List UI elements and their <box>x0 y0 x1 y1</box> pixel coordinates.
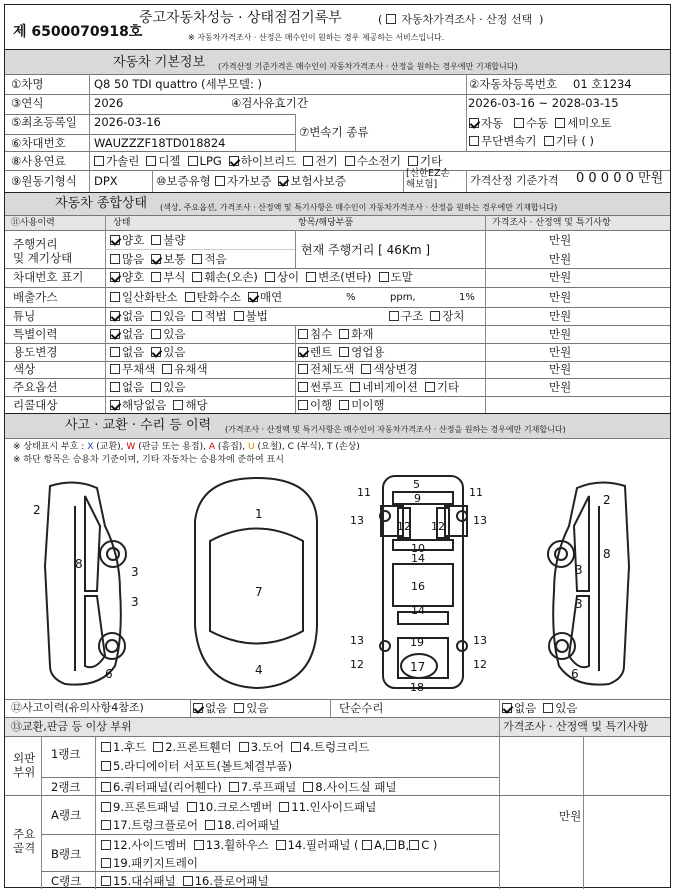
option-sunroof-checkbox[interactable] <box>298 382 308 392</box>
rank2-label: 2랭크 <box>51 780 81 794</box>
overall-status-title: 자동차 종합상태 <box>55 196 148 211</box>
rank1-options-2: 5.라디에이터 서포트(볼트체결부품) <box>101 759 299 773</box>
svg-text:2: 2 <box>603 493 611 507</box>
fuel-hybrid-checkbox[interactable] <box>229 156 239 166</box>
main-option-price: 만원 <box>549 380 572 394</box>
trans-manual-checkbox[interactable] <box>514 118 524 128</box>
transmission-options-2: 무단변속기 기타 ( ) <box>469 134 601 148</box>
part-side-sill-checkbox[interactable] <box>303 782 313 792</box>
mileage-label: 주행거리 및 계기상태 <box>13 237 73 265</box>
right-side-view <box>548 482 629 684</box>
price-survey-checkbox[interactable] <box>386 14 396 24</box>
rankB-options: 12.사이드멤버 13.휠하우스 14.필러패널 ( A, B, C ) <box>101 838 437 852</box>
reg-number-value: 01 호1234 <box>573 77 632 91</box>
use-business-checkbox[interactable] <box>339 347 349 357</box>
part-door-checkbox[interactable] <box>239 742 249 752</box>
transmission-label: ⑦변속기 종류 <box>299 125 369 139</box>
transmission-options: 자동 수동 세미오토 <box>469 116 619 130</box>
part-rear-panel-checkbox[interactable] <box>205 820 215 830</box>
recall-notdone-checkbox[interactable] <box>339 400 349 410</box>
emission-unit-smoke: 1% <box>459 292 475 303</box>
fuel-diesel-checkbox[interactable] <box>146 156 156 166</box>
main-option-options: 없음 있음 <box>110 380 192 394</box>
svg-text:8: 8 <box>603 547 611 561</box>
title-option: ( 자동차가격조사 · 산정 선택 ) <box>378 13 544 26</box>
svg-text:13: 13 <box>350 514 364 527</box>
svg-text:4: 4 <box>255 663 263 677</box>
mileage-price-1: 만원 <box>549 233 572 247</box>
first-reg-value: 2026-03-16 <box>94 115 161 129</box>
color-options: 무채색 유채색 <box>110 362 215 376</box>
warranty-self-checkbox[interactable] <box>215 176 225 186</box>
use-change-options: 없음 있음 <box>110 345 192 359</box>
emission-co-checkbox[interactable] <box>110 292 120 302</box>
vin-mark-options: 양호 부식 훼손(오손) 상이 변조(변타) 도말 <box>110 270 420 284</box>
part-package-tray-checkbox[interactable] <box>101 858 111 868</box>
trans-auto-checkbox[interactable] <box>469 118 479 128</box>
tuning-legal-checkbox[interactable] <box>192 311 202 321</box>
option-other-checkbox[interactable] <box>425 382 435 392</box>
svg-text:6: 6 <box>105 667 113 681</box>
part-front-fender-checkbox[interactable] <box>153 742 163 752</box>
special-yes-checkbox[interactable] <box>151 329 161 339</box>
svg-text:3: 3 <box>575 597 583 611</box>
special-price: 만원 <box>549 327 572 341</box>
trans-cvt-checkbox[interactable] <box>469 136 479 146</box>
car-name-label: ①차명 <box>11 77 44 91</box>
recall-options-2: 이행 미이행 <box>298 398 392 412</box>
color-options-2: 전체도색 색상변경 <box>298 362 425 376</box>
price-basis-label: 가격산정 기준가격 <box>470 174 559 187</box>
color-label: 색상 <box>13 362 36 376</box>
tuning-none-checkbox[interactable] <box>110 311 120 321</box>
color-chromatic-checkbox[interactable] <box>162 364 172 374</box>
exchange-price-header: 가격조사 · 산정액 및 특기사항 <box>503 720 648 733</box>
svg-text:14: 14 <box>411 552 425 565</box>
recall-none-checkbox[interactable] <box>110 400 120 410</box>
special-options-2: 침수 화재 <box>298 327 380 341</box>
rankA-options-2: 17.트렁크플로어 18.리어패널 <box>101 818 287 832</box>
history-yes-checkbox[interactable] <box>234 703 244 713</box>
simple-repair-label: 단순수리 <box>339 701 384 715</box>
frame-label: 주요 골격 <box>13 827 36 855</box>
form-subtitle: ※ 자동차가격조사 · 산정은 매수인이 원하는 경우 제공하는 서비스입니다. <box>188 33 445 42</box>
model-year-value: 2026 <box>94 96 124 110</box>
part-roof-panel-checkbox[interactable] <box>229 782 239 792</box>
rank2-options: 6.쿼터패널(리어휀다) 7.루프패널 8.사이드실 패널 <box>101 780 404 794</box>
emission-options: 일산화탄소 탄화수소 매연 <box>110 290 289 304</box>
svg-text:19: 19 <box>410 636 424 649</box>
option-none-checkbox[interactable] <box>110 382 120 392</box>
svg-text:12: 12 <box>397 520 411 533</box>
svg-text:18: 18 <box>410 681 424 694</box>
accident-title: 사고 · 교환 · 수리 등 이력 <box>65 418 212 433</box>
svg-text:3: 3 <box>131 595 139 609</box>
accident-history-options: 없음 있음 <box>193 701 275 715</box>
left-side-view <box>33 482 139 684</box>
part-trunk-lid-checkbox[interactable] <box>291 742 301 752</box>
vin-corrosion-checkbox[interactable] <box>151 272 161 282</box>
svg-text:11: 11 <box>469 486 483 499</box>
rankA-label: A랭크 <box>51 808 82 822</box>
part-quarter-panel-checkbox[interactable] <box>101 782 111 792</box>
svg-text:8: 8 <box>75 557 83 571</box>
emission-smoke-checkbox[interactable] <box>248 292 258 302</box>
legend-line-1: ※ 상태표시 부호 : X (교환), W (판금 또는 용접), A (흠집), U (요철), C (부식), T (손상) <box>13 442 360 452</box>
special-fire-checkbox[interactable] <box>339 329 349 339</box>
tuning-device-checkbox[interactable] <box>430 311 440 321</box>
fuel-hydrogen-checkbox[interactable] <box>345 156 355 166</box>
color-price: 만원 <box>549 362 572 376</box>
current-mileage: 현재 주행거리 [ 46Km ] <box>301 243 431 257</box>
frame-view <box>350 476 487 694</box>
emission-hc-checkbox[interactable] <box>185 292 195 302</box>
svg-text:7: 7 <box>255 585 263 599</box>
part-pillar-panel-checkbox[interactable] <box>276 840 286 850</box>
history-none-checkbox[interactable] <box>193 703 203 713</box>
svg-text:3: 3 <box>131 565 139 579</box>
frame-price: 만원 <box>559 809 582 823</box>
special-flood-checkbox[interactable] <box>298 329 308 339</box>
special-none-checkbox[interactable] <box>110 329 120 339</box>
svg-text:12: 12 <box>473 658 487 671</box>
insurer-name: [신한EZ손 해보험] <box>406 168 450 190</box>
basic-info-note: (가격산정 기준가격은 매수인이 자동차가격조사 · 산정을 원하는 경우에만 기재합니다) <box>218 62 518 71</box>
car-diagram <box>5 466 670 698</box>
vin-mismatch-checkbox[interactable] <box>265 272 275 282</box>
repair-none-checkbox[interactable] <box>502 703 512 713</box>
svg-text:14: 14 <box>411 604 425 617</box>
trans-other-checkbox[interactable] <box>544 136 554 146</box>
pillar-a-checkbox[interactable] <box>362 840 372 850</box>
fuel-electric-checkbox[interactable] <box>303 156 313 166</box>
pillar-c-checkbox[interactable] <box>409 840 419 850</box>
part-side-member-checkbox[interactable] <box>101 840 111 850</box>
color-achromatic-checkbox[interactable] <box>110 364 120 374</box>
pillar-b-checkbox[interactable] <box>386 840 396 850</box>
tuning-options: 없음 있음 적법 불법 <box>110 309 275 323</box>
col-detail: 항목/해당부품 <box>298 218 354 228</box>
svg-text:10: 10 <box>411 542 425 555</box>
use-rent-checkbox[interactable] <box>298 347 308 357</box>
main-option-label: 주요옵션 <box>13 380 58 394</box>
use-change-options-2: 렌트 영업용 <box>298 345 392 359</box>
warranty-options: 자가보증 보험사보증 <box>215 174 353 188</box>
rank1-options: 1.후드 2.프론트휀더 3.도어 4.트렁크리드 <box>101 740 376 754</box>
recall-yes-checkbox[interactable] <box>173 400 183 410</box>
inspection-validity-label: ④검사유효기간 <box>231 96 308 110</box>
tuning-price: 만원 <box>549 309 572 323</box>
vin-good-checkbox[interactable] <box>110 272 120 282</box>
exchange-label: ⑬교환,판금 등 이상 부위 <box>11 720 132 733</box>
svg-text:17: 17 <box>410 660 426 674</box>
option-yes-checkbox[interactable] <box>151 382 161 392</box>
mileage-amount: 많음 보통 적음 <box>110 252 234 266</box>
color-fullpaint-checkbox[interactable] <box>298 364 308 374</box>
vin-mark-label: 차대번호 표기 <box>13 270 84 284</box>
special-options: 없음 있음 <box>110 327 192 341</box>
vin-altered-checkbox[interactable] <box>306 272 316 282</box>
accident-note: (가격조사 · 산정액 및 특기사항은 매수인이 자동차가격조사 · 산정을 원하는 경우에만 기재합니다) <box>225 425 566 434</box>
svg-text:11: 11 <box>357 486 371 499</box>
mileage-normal-checkbox[interactable] <box>151 254 161 264</box>
emission-unit-ppm: ppm, <box>390 292 416 303</box>
inspection-form <box>4 4 671 888</box>
svg-text:1: 1 <box>255 507 263 521</box>
trans-semiauto-checkbox[interactable] <box>555 118 565 128</box>
tuning-label: 튜닝 <box>13 309 36 323</box>
part-dash-panel-checkbox[interactable] <box>101 876 111 886</box>
emission-unit-percent: % <box>346 292 356 303</box>
col-price: 가격조사 · 산정액 및 특기사항 <box>492 218 611 228</box>
vin-label: ⑥차대번호 <box>11 136 66 150</box>
use-change-label: 용도변경 <box>13 345 58 359</box>
vin-damaged-checkbox[interactable] <box>192 272 202 282</box>
part-floor-panel-checkbox[interactable] <box>183 876 193 886</box>
part-hood-checkbox[interactable] <box>101 742 111 752</box>
recall-done-checkbox[interactable] <box>298 400 308 410</box>
mileage-high-checkbox[interactable] <box>110 254 120 264</box>
fuel-other-checkbox[interactable] <box>408 156 418 166</box>
svg-text:6: 6 <box>571 667 579 681</box>
color-changed-checkbox[interactable] <box>361 364 371 374</box>
part-radiator-support-checkbox[interactable] <box>101 761 111 771</box>
tuning-options-2: 구조 장치 <box>389 309 471 323</box>
accident-history-label: ⑫사고이력(유의사항4참조) <box>11 701 144 714</box>
reg-number-label: ②자동차등록번호 <box>469 77 558 91</box>
rankB-options-2: 19.패키지트레이 <box>101 856 205 870</box>
mileage-good-checkbox[interactable] <box>110 235 120 245</box>
part-inside-panel-checkbox[interactable] <box>279 802 289 812</box>
svg-text:9: 9 <box>414 492 421 505</box>
outer-panel-label: 외판 부위 <box>13 751 36 779</box>
price-basis-value: 0 0 0 0 0 만원 <box>576 171 664 186</box>
vin-value: WAUZZZF18TD018824 <box>94 136 226 150</box>
legend-line-2: ※ 하단 항목은 승용차 기준이며, 기타 자동차는 승용차에 준하여 표시 <box>13 455 284 465</box>
mileage-bad-checkbox[interactable] <box>151 235 161 245</box>
tuning-yes-checkbox[interactable] <box>151 311 161 321</box>
part-front-panel-checkbox[interactable] <box>101 802 111 812</box>
overall-status-note: (색상, 주요옵션, 가격조사 · 산정액 및 특기사항은 매수인이 자동차가격조사 · 산정을 원하는 경우에만 기재합니다) <box>160 203 558 212</box>
tuning-illegal-checkbox[interactable] <box>234 311 244 321</box>
part-cross-member-checkbox[interactable] <box>187 802 197 812</box>
warranty-label: ⑩보증유형 <box>156 174 211 188</box>
svg-text:2: 2 <box>33 503 41 517</box>
recall-label: 리콜대상 <box>13 398 58 412</box>
col-state: 상태 <box>113 218 131 228</box>
special-label: 특별이력 <box>13 327 58 341</box>
document-number: 제 6500070918호 <box>13 24 143 40</box>
mileage-price-2: 만원 <box>549 252 572 266</box>
svg-text:12: 12 <box>431 520 445 533</box>
svg-text:13: 13 <box>473 634 487 647</box>
first-reg-label: ⑤최초등록일 <box>11 115 77 129</box>
use-none-checkbox[interactable] <box>110 347 120 357</box>
rankA-options: 9.프론트패널 10.크로스멤버 11.인사이드패널 <box>101 800 383 814</box>
use-change-price: 만원 <box>549 345 572 359</box>
svg-text:5: 5 <box>413 478 420 491</box>
motor-type-value: DPX <box>94 174 118 188</box>
mileage-low-checkbox[interactable] <box>192 254 202 264</box>
use-yes-checkbox[interactable] <box>151 347 161 357</box>
basic-info-title: 자동차 기본정보 <box>113 55 206 70</box>
col-usage: ⑪사용이력 <box>11 218 55 228</box>
svg-text:13: 13 <box>473 514 487 527</box>
fuel-lpg-checkbox[interactable] <box>188 156 198 166</box>
svg-text:3: 3 <box>575 563 583 577</box>
rankC-options: 15.대쉬패널 16.플로어패널 <box>101 874 276 888</box>
emission-label: 배출가스 <box>13 290 58 304</box>
svg-text:16: 16 <box>411 580 425 593</box>
tuning-structure-checkbox[interactable] <box>389 311 399 321</box>
warranty-insurer-checkbox[interactable] <box>278 176 288 186</box>
fuel-gasoline-checkbox[interactable] <box>94 156 104 166</box>
recall-options: 해당없음 해당 <box>110 398 215 412</box>
inspection-validity-value: 2026-03-16 ~ 2028-03-15 <box>468 96 619 110</box>
part-wheel-house-checkbox[interactable] <box>194 840 204 850</box>
main-option-options-2: 썬루프 네비게이션 기타 <box>298 380 466 394</box>
roof-view <box>195 478 317 688</box>
option-navigation-checkbox[interactable] <box>350 382 360 392</box>
motor-type-label: ⑨원동기형식 <box>11 174 77 188</box>
svg-text:12: 12 <box>350 658 364 671</box>
vin-price: 만원 <box>549 270 572 284</box>
form-title: 중고자동차성능 · 상태점검기록부 <box>139 10 342 26</box>
vin-smeared-checkbox[interactable] <box>379 272 389 282</box>
car-name-value: Q8 50 TDI quattro (세부모델: ) <box>94 77 262 91</box>
fuel-label: ⑧사용연료 <box>11 154 66 168</box>
rankB-label: B랭크 <box>51 847 82 861</box>
simple-repair-options: 없음 있음 <box>502 701 584 715</box>
model-year-label: ③연식 <box>11 96 44 110</box>
svg-text:13: 13 <box>350 634 364 647</box>
emission-price: 만원 <box>549 290 572 304</box>
part-trunk-floor-checkbox[interactable] <box>101 820 111 830</box>
rankC-label: C랭크 <box>51 874 82 888</box>
fuel-options: 가솔린 디젤 LPG 하이브리드 전기 수소전기 기타 <box>94 154 449 168</box>
repair-yes-checkbox[interactable] <box>543 703 553 713</box>
rank1-label: 1랭크 <box>51 747 81 761</box>
mileage-state: 양호 불량 <box>110 233 192 247</box>
